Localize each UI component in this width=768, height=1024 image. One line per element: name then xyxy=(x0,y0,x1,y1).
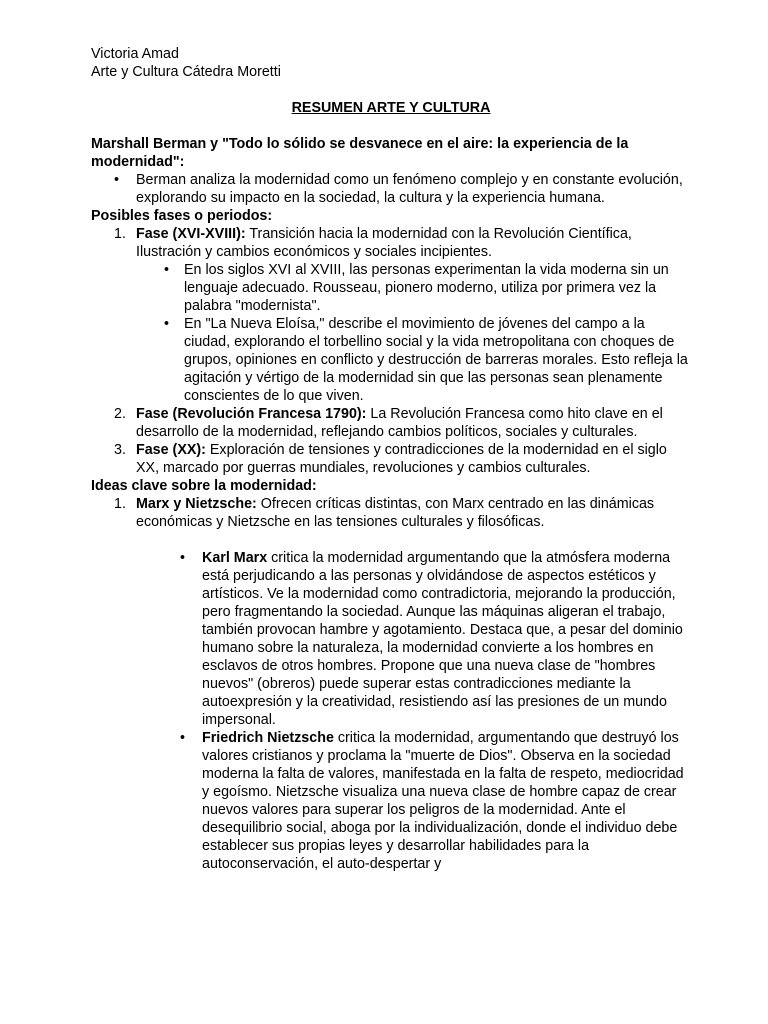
phase-1-sublist xyxy=(136,261,691,405)
idea-label: Marx y Nietzsche: xyxy=(136,496,257,512)
section-heading-phases: Posibles fases o periodos: xyxy=(91,208,273,224)
phase-label: Fase (XX): xyxy=(136,442,206,458)
list-number: 1. xyxy=(114,496,126,512)
sub-bullet-item: • En los siglos XVI al XVIII, las personas experimentan la vida moderna sin un lenguaje adecuado. Rousseau, pionero moderno, utiliza por primera vez la palabra "modernista". xyxy=(136,261,691,315)
phase-label: Fase (XVI-XVIII): xyxy=(136,226,246,242)
ideas-list xyxy=(91,495,691,531)
phase-text: Transición hacia la modernidad con la Revolución Científica, Ilustración y cambios económicos y sociales incipientes. xyxy=(136,226,632,260)
thinker-nietzsche xyxy=(91,729,691,873)
list-number: 1. xyxy=(114,226,126,242)
phase-item-1 xyxy=(91,225,691,405)
idea-item-1 xyxy=(91,495,691,531)
bullet-item: • Berman analiza la modernidad como un fenómeno complejo y en constante evolución, explorando su impacto en la sociedad, la cultura y la experiencia humana. xyxy=(91,171,691,207)
document-page xyxy=(91,45,691,873)
phases-list xyxy=(91,225,691,477)
sub-bullet-item: • En "La Nueva Eloísa," describe el movimiento de jóvenes del campo a la ciudad, explorando el torbellino social y la vida metropolitana con choques de grupos, opiniones en conflicto y destrucción de barreras morales. Esto refleja la agitación y vértigo de la modernidad sin que las personas sean plenamente conscientes de lo que viven. xyxy=(136,315,691,405)
thinker-name: Friedrich Nietzsche xyxy=(202,730,334,746)
phase-item-2 xyxy=(91,405,691,441)
berman-bullet-list xyxy=(91,171,691,207)
phase-text: Exploración de tensiones y contradicciones de la modernidad en el siglo XX, marcado por guerras mundiales, revoluciones y cambios culturales. xyxy=(136,442,667,476)
section-heading-ideas: Ideas clave sobre la modernidad: xyxy=(91,478,317,494)
phase-label: Fase (Revolución Francesa 1790): xyxy=(136,406,367,422)
phase-item-3 xyxy=(91,441,691,477)
thinker-marx xyxy=(91,549,691,729)
phase-text: La Revolución Francesa como hito clave en el desarrollo de la modernidad, reflejando cambios políticos, sociales y culturales. xyxy=(136,406,663,440)
thinker-text: critica la modernidad argumentando que la atmósfera moderna está perjudicando a las personas y olvidándose de aspectos estéticos y artísticos. Ve la modernidad como contradictoria, mejorando la producción, pero fragmentando la sociedad. Aunque las máquinas aligeran el trabajo, también provocan hambre y agotamiento. Destaca que, a pesar del dominio humano sobre la naturaleza, la modernidad convierte a los hombres en esclavos de otros hombres. Propone que una nueva clase de "hombres nuevos" (obreros) puede superar estas contradicciones mediante la autoexpresión y la creatividad, resistiendo así las presiones de un mundo impersonal. xyxy=(202,550,683,728)
list-number: 2. xyxy=(114,406,126,422)
idea-text: Ofrecen críticas distintas, con Marx centrado en las dinámicas económicas y Nietzsche en las tensiones culturales y filosóficas. xyxy=(136,496,655,530)
document-title: RESUMEN ARTE Y CULTURA xyxy=(291,100,491,116)
author-name: Victoria Amad xyxy=(91,46,179,62)
thinker-text: critica la modernidad, argumentando que destruyó los valores cristianos y proclama la "muerte de Dios". Observa en la sociedad moderna la falta de valores, manifestada en la falta de respeto, mediocridad y egoísmo. Nietzsche visualiza una nueva clase de hombre capaz de crear nuevos valores para superar los peligros de la modernidad. Ante el desequilibrio social, aboga por la individualización, donde el individuo debe establecer sus propias leyes y desarrollar habilidades para la autoconservación, el auto-despertar y xyxy=(202,730,684,872)
thinker-name: Karl Marx xyxy=(202,550,268,566)
section-heading-berman: Marshall Berman y "Todo lo sólido se desvanece en el aire: la experiencia de la modernidad": xyxy=(91,136,629,170)
thinkers-list xyxy=(91,549,691,873)
list-number: 3. xyxy=(114,442,126,458)
course-name: Arte y Cultura Cátedra Moretti xyxy=(91,64,281,80)
